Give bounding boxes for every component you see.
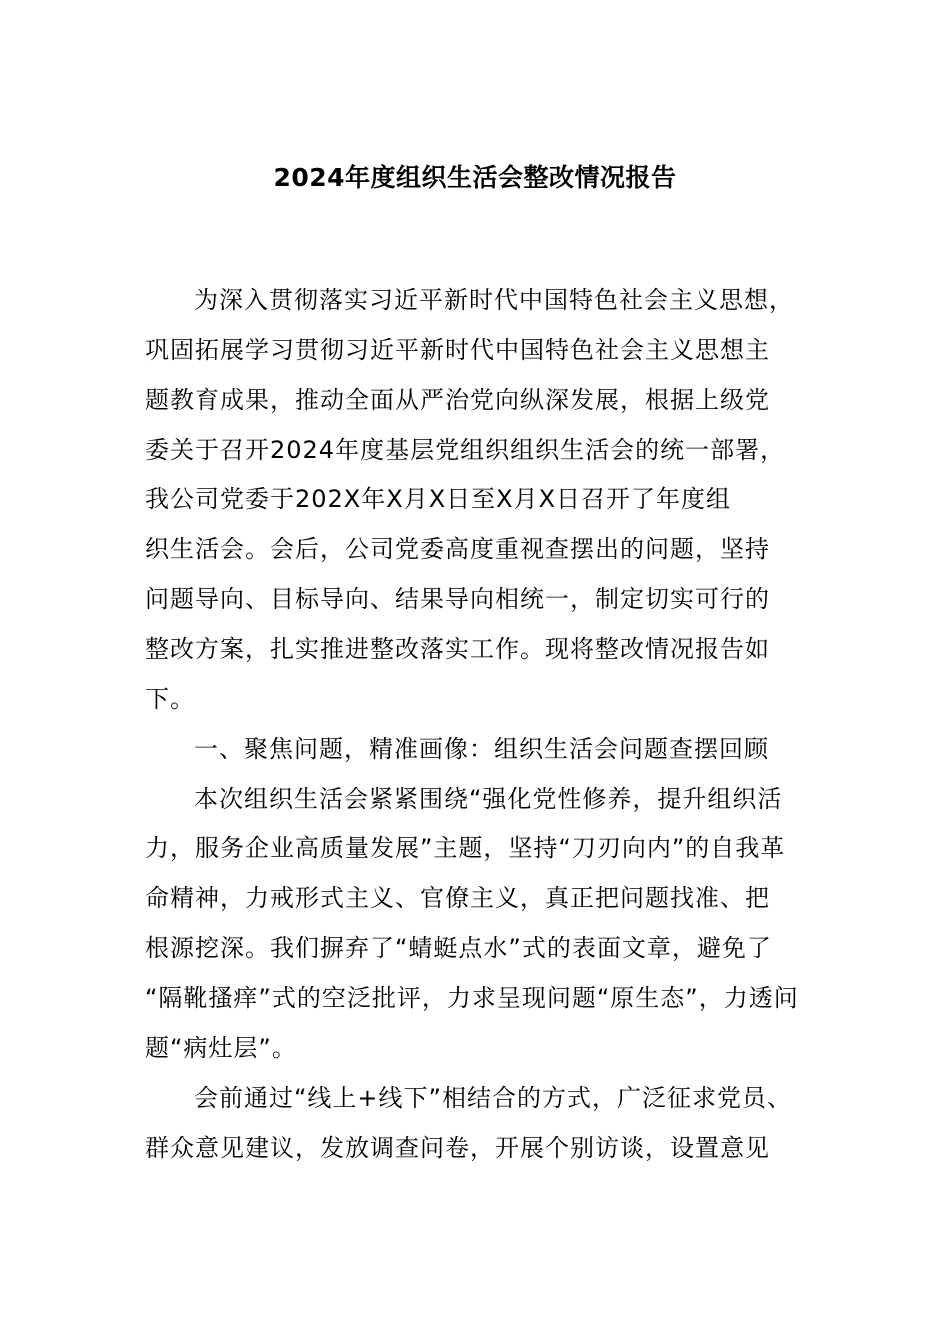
paragraph-line: 本次组织生活会紧紧围绕“强化党性修养，提升组织活 [194, 785, 783, 813]
paragraph-line: 织生活会。会后，公司党委高度重视查摆出的问题，坚持 [145, 535, 770, 563]
document-title: 2024年度组织生活会整改情况报告 [273, 163, 677, 192]
paragraph-line: 我公司党委于202X年X月X日至X月X日召开了年度组 [145, 485, 732, 513]
paragraph-line: 委关于召开2024年度基层党组织组织生活会的统一部署， [145, 436, 786, 464]
paragraph-line: 问题导向、目标导向、结果导向相统一，制定切实可行的 [145, 585, 770, 613]
paragraph-line: 题“病灶层”。 [145, 1034, 297, 1062]
paragraph-line: 群众意见建议，发放调查问卷，开展个别访谈，设置意见 [145, 1134, 770, 1162]
paragraph-line: 巩固拓展学习贯彻习近平新时代中国特色社会主义思想主 [145, 336, 770, 364]
paragraph-line: 为深入贯彻落实习近平新时代中国特色社会主义思想， [194, 286, 794, 314]
paragraph-line: “隔靴搔痒”式的空泛批评，力求呈现问题“原生态”，力透问 [145, 984, 799, 1012]
paragraph-line: 题教育成果，推动全面从严治党向纵深发展，根据上级党 [145, 386, 770, 414]
paragraph-line: 会前通过“线上+线下”相结合的方式，广泛征求党员、 [194, 1084, 792, 1112]
paragraph-line: 下。 [145, 685, 195, 713]
paragraph-line: 命精神，力戒形式主义、官僚主义，真正把问题找准、把 [145, 884, 770, 912]
paragraph-line: 力，服务企业高质量发展”主题，坚持“刀刃向内”的自我革 [145, 834, 786, 862]
paragraph-line: 整改方案，扎实推进整改落实工作。现将整改情况报告如 [145, 635, 770, 663]
paragraph-line: 根源挖深。我们摒弃了“蜻蜓点水”式的表面文章，避免了 [145, 934, 772, 962]
section-heading: 一、聚焦问题，精准画像：组织生活会问题查摆回顾 [194, 735, 769, 763]
